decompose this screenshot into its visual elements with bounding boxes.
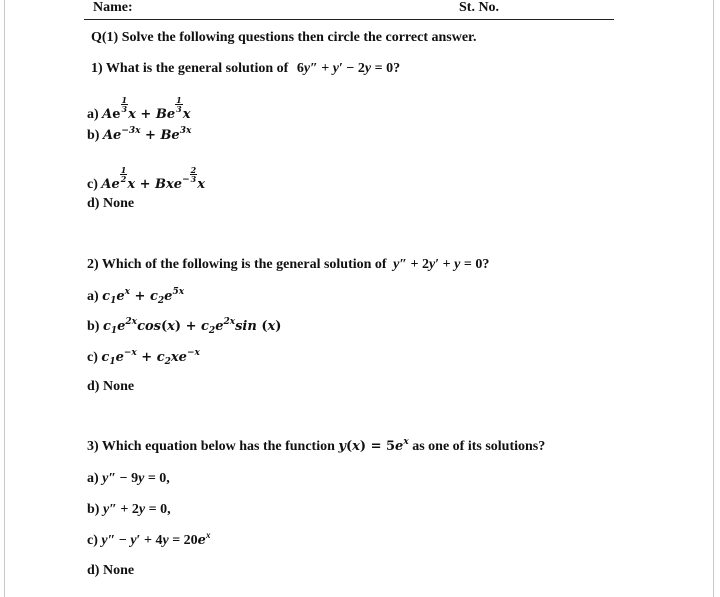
option-label: c) [87, 350, 98, 365]
option-label: c) [87, 177, 98, 192]
q3-option-b[interactable] [87, 502, 171, 518]
option-label: a) [87, 471, 99, 486]
option-label: d) [87, 196, 100, 211]
question-1-equation: 6y″ + y′ − 2y = 0? [296, 61, 401, 76]
q1-option-a-expression: Ae $\frac{1}{3}$ x + Be $\frac{1}{3}$ x [102, 95, 191, 122]
q1-option-c-expression: Ae $\frac{1}{2}$ x + Bxe− $\frac{2}{3}$ x [101, 165, 205, 192]
option-label: b) [87, 319, 100, 334]
option-label: d) [87, 379, 100, 394]
q3-option-c-expression: $y'' - y' + 4y = 20e^x$ [101, 530, 211, 548]
option-label: b) [87, 502, 100, 517]
q1-option-d-text: None [102, 196, 135, 211]
q2-option-b[interactable] [87, 319, 281, 335]
q3-option-d[interactable] [87, 563, 134, 579]
q2-option-c-expression: $c_1e^{-x} + c_2xe^{-x}$ [101, 348, 200, 367]
option-label: d) [87, 563, 100, 578]
option-label: c) [87, 533, 98, 548]
q2-option-d-text: None [102, 379, 135, 394]
question-2 [87, 257, 489, 273]
question-1-text: 1) What is the general solution of [91, 61, 289, 76]
q3-option-a-expression: y″ − 9y = 0, [102, 471, 170, 486]
instruction-text: Q(1) Solve the following questions then circle the correct answer. [91, 30, 477, 45]
question-1 [91, 61, 400, 77]
q1-option-b[interactable] [87, 128, 191, 144]
question-3-function: $y(x) = 5e^x$ [338, 437, 409, 454]
q3-option-a[interactable] [87, 471, 170, 487]
q1-option-b-expression: $Ae^{-3x} + Be^{3x}$ [102, 126, 192, 143]
question-3-suffix: as one of its solutions? [412, 439, 546, 454]
option-label: a) [87, 107, 99, 122]
header-rule [84, 19, 614, 20]
option-label: b) [87, 128, 100, 143]
q3-option-b-expression: y″ + 2y = 0, [102, 502, 171, 517]
question-2-equation: y″ + 2y′ + y = 0? [393, 257, 490, 272]
q2-option-b-expression: $c_1e^{2x}\cos(x) + c_2e^{2x}\sin$ (x) [102, 317, 282, 336]
q1-option-a[interactable] [87, 96, 190, 123]
name-label: Name: [93, 0, 133, 15]
q2-option-d[interactable] [87, 379, 134, 395]
q1-option-d[interactable] [87, 196, 134, 212]
q3-option-c[interactable] [87, 530, 211, 549]
q1-option-c[interactable] [87, 166, 205, 193]
q3-option-d-text: None [102, 563, 135, 578]
option-label: a) [87, 289, 99, 304]
q2-option-a[interactable] [87, 289, 184, 305]
student-number-label: St. No. [459, 0, 500, 15]
q2-option-c[interactable] [87, 350, 200, 366]
question-2-text: 2) Which of the following is the general solution of [87, 257, 387, 272]
question-3-text: 3) Which equation below has the function [87, 439, 335, 454]
question-3 [87, 439, 545, 455]
q2-option-a-expression: $c_1e^x + c_2e^{5x}$ [102, 287, 185, 306]
